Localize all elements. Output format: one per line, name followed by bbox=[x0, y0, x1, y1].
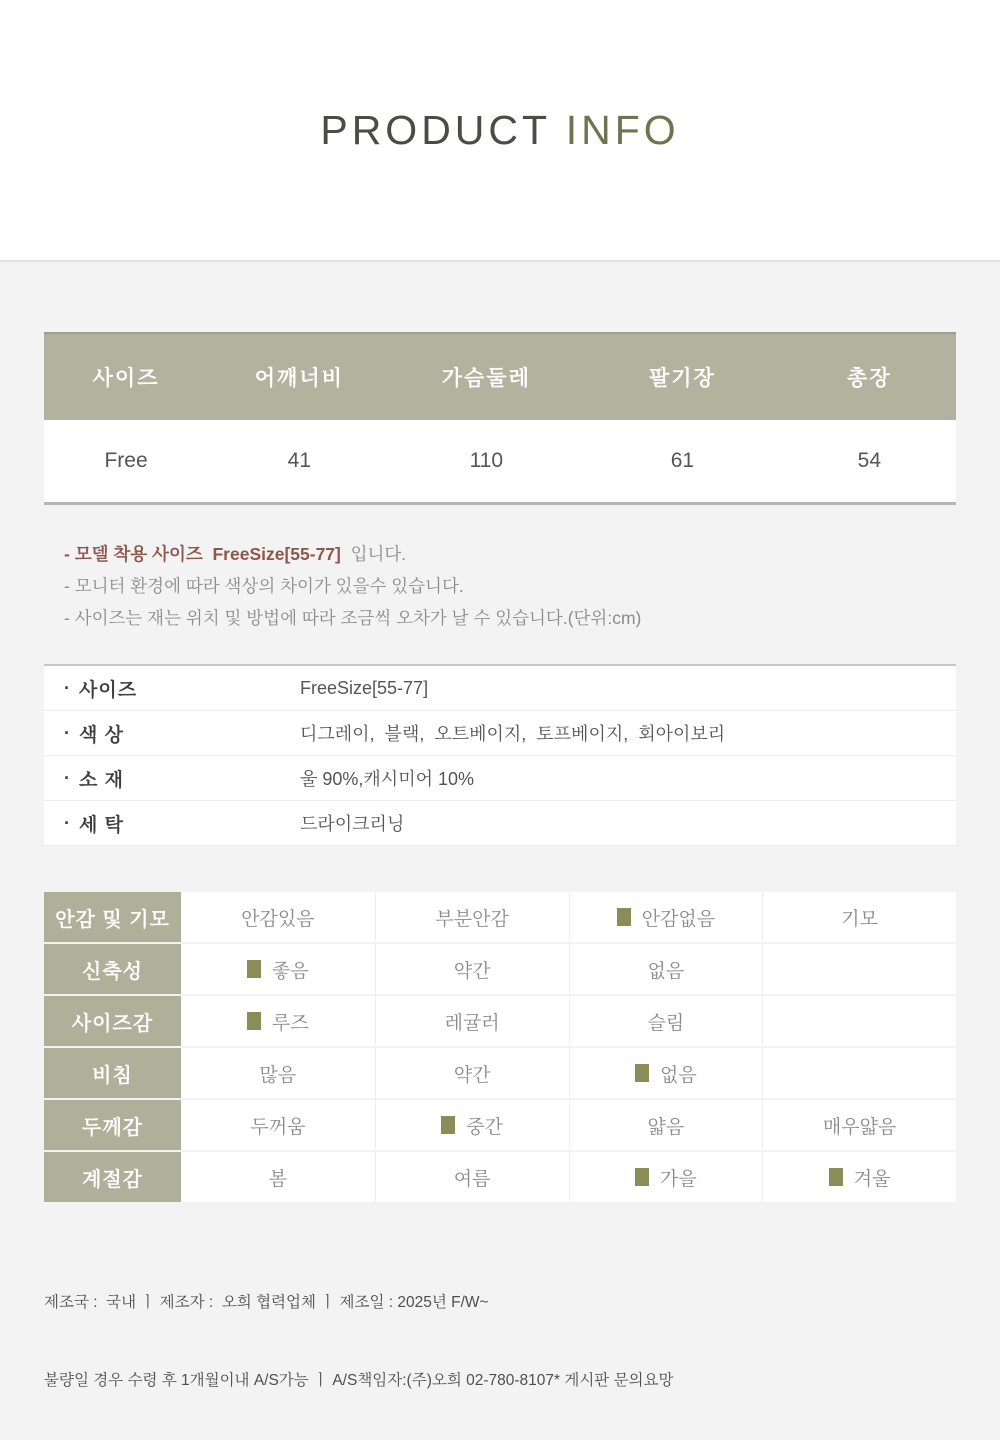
matrix-option bbox=[181, 996, 375, 1046]
page-title bbox=[320, 107, 679, 154]
size-table-header-shoulder: 어깨너비 bbox=[254, 367, 344, 390]
size-table-header-length: 총장 bbox=[847, 367, 892, 390]
note-measure: - 사이즈는 재는 위치 및 방법에 따라 조금씩 오차가 날 수 있습니다.(단위:cm) bbox=[64, 608, 642, 628]
matrix-label-season: 계절감 bbox=[44, 1152, 181, 1202]
selected-marker-icon bbox=[635, 1168, 649, 1186]
selected-marker-icon bbox=[617, 908, 631, 926]
matrix-option-text: 부분안감 bbox=[435, 908, 509, 930]
matrix-option-text: 기모 bbox=[841, 908, 878, 930]
matrix-option-text: 루즈 bbox=[272, 1012, 309, 1034]
page-title-main: PRODUCT bbox=[320, 106, 566, 153]
selected-marker-icon bbox=[247, 960, 261, 978]
matrix-label-stretch: 신축성 bbox=[44, 944, 181, 994]
matrix-option bbox=[569, 1048, 763, 1098]
matrix-option bbox=[181, 1048, 375, 1098]
matrix-option-text: 여름 bbox=[453, 1168, 491, 1190]
matrix-label-fit: 사이즈감 bbox=[44, 996, 181, 1046]
matrix-option-text: 봄 bbox=[268, 1168, 288, 1190]
size-table-value-row bbox=[44, 420, 956, 505]
matrix-option bbox=[375, 996, 569, 1046]
matrix-option-text: 레귤러 bbox=[444, 1012, 500, 1034]
spec-table bbox=[44, 664, 956, 846]
note-model-size-rest: 입니다. bbox=[345, 544, 407, 564]
spec-row-material bbox=[44, 756, 956, 801]
selected-marker-icon bbox=[829, 1168, 843, 1186]
matrix-option-text: 안감없음 bbox=[641, 908, 716, 930]
size-table-header-chest: 가슴둘레 bbox=[441, 367, 531, 390]
matrix-option bbox=[762, 1100, 956, 1150]
size-value-length: 54 bbox=[857, 449, 881, 472]
matrix-option bbox=[762, 944, 956, 994]
matrix-option bbox=[375, 1152, 569, 1202]
size-value-chest: 110 bbox=[469, 449, 504, 472]
matrix-option bbox=[762, 996, 956, 1046]
spec-label-size-text: 사이즈 bbox=[79, 679, 138, 701]
spec-label-color bbox=[44, 720, 300, 747]
size-table-header-size: 사이즈 bbox=[92, 367, 160, 390]
spec-value-size: FreeSize[55-77] bbox=[300, 677, 429, 698]
matrix-option-text: 없음 bbox=[647, 960, 685, 982]
bullet-icon: · bbox=[64, 767, 71, 788]
matrix-option-text: 두꺼움 bbox=[250, 1116, 306, 1138]
as-info-line: 불량일 경우 수령 후 1개월이내 A/S가능 ㅣ A/S책임자:(주)오희 02-780-8107* 게시판 문의요망 bbox=[44, 1372, 674, 1389]
spec-row-size bbox=[44, 666, 956, 711]
matrix-label-lining: 안감 및 기모 bbox=[44, 892, 181, 942]
size-value-sleeve: 61 bbox=[670, 449, 695, 472]
size-table-header-row bbox=[44, 334, 956, 420]
size-table bbox=[44, 332, 956, 505]
matrix-option-text: 매우얇음 bbox=[822, 1116, 897, 1138]
matrix-option bbox=[375, 1048, 569, 1098]
matrix-option bbox=[762, 1048, 956, 1098]
matrix-label-thickness: 두께감 bbox=[44, 1100, 181, 1150]
matrix-option-text: 겨울 bbox=[853, 1168, 891, 1190]
feature-matrix bbox=[44, 892, 956, 1202]
matrix-option bbox=[375, 944, 569, 994]
matrix-option bbox=[375, 892, 569, 942]
matrix-option bbox=[181, 1152, 375, 1202]
matrix-option-text: 없음 bbox=[660, 1064, 697, 1086]
matrix-option-text: 약간 bbox=[453, 960, 491, 982]
size-value-shoulder: 41 bbox=[287, 449, 312, 472]
matrix-option bbox=[181, 944, 375, 994]
spec-label-care bbox=[44, 810, 300, 837]
selected-marker-icon bbox=[247, 1012, 261, 1030]
title-section bbox=[0, 0, 1000, 260]
matrix-label-sheer: 비침 bbox=[44, 1048, 181, 1098]
selected-marker-icon bbox=[635, 1064, 649, 1082]
spec-value-material: 울 90%,캐시미어 10% bbox=[300, 769, 474, 789]
page-title-accent: INFO bbox=[565, 106, 680, 153]
spec-label-material-text: 소 재 bbox=[79, 769, 124, 791]
matrix-option-text: 좋음 bbox=[272, 960, 309, 982]
note-monitor: - 모니터 환경에 따라 색상의 차이가 있을수 있습니다. bbox=[64, 576, 464, 596]
matrix-option-text: 슬림 bbox=[647, 1012, 685, 1034]
spec-value-color: 디그레이, 블랙, 오트베이지, 토프베이지, 회아이보리 bbox=[300, 724, 726, 744]
matrix-option-text: 얇음 bbox=[647, 1116, 685, 1138]
spec-label-color-text: 색 상 bbox=[79, 724, 124, 746]
matrix-option bbox=[569, 892, 763, 942]
matrix-option bbox=[569, 944, 763, 994]
info-panel bbox=[0, 260, 1000, 1440]
matrix-option-text: 안감있음 bbox=[241, 908, 315, 930]
notes-section bbox=[44, 538, 956, 634]
spec-label-size bbox=[44, 675, 300, 702]
matrix-option bbox=[569, 1100, 763, 1150]
manufacturer-info bbox=[44, 1238, 956, 1446]
note-model-size-highlight: - 모델 착용 사이즈 FreeSize[55-77] bbox=[64, 544, 346, 564]
size-table-header-sleeve: 팔기장 bbox=[648, 367, 716, 390]
spec-label-material bbox=[44, 765, 300, 792]
matrix-option bbox=[181, 1100, 375, 1150]
note-model-size bbox=[64, 538, 956, 570]
bullet-icon: · bbox=[64, 722, 71, 743]
matrix-option bbox=[762, 892, 956, 942]
matrix-option-text: 중간 bbox=[466, 1116, 503, 1138]
info-content bbox=[44, 332, 956, 1446]
matrix-option bbox=[375, 1100, 569, 1150]
matrix-option bbox=[569, 1152, 763, 1202]
size-value-size: Free bbox=[104, 449, 148, 472]
matrix-option-text: 많음 bbox=[259, 1064, 297, 1086]
matrix-option bbox=[569, 996, 763, 1046]
matrix-option bbox=[181, 892, 375, 942]
bullet-icon: · bbox=[64, 677, 71, 698]
spec-row-care bbox=[44, 801, 956, 846]
spec-row-color bbox=[44, 711, 956, 756]
spec-label-care-text: 세 탁 bbox=[79, 814, 124, 836]
matrix-option-text: 약간 bbox=[453, 1064, 491, 1086]
spec-value-care: 드라이크리닝 bbox=[300, 814, 405, 834]
bullet-icon: · bbox=[64, 812, 71, 833]
matrix-option-text: 가을 bbox=[660, 1168, 697, 1190]
manufacturer-line: 제조국 : 국내 ㅣ 제조자 : 오희 협력업체 ㅣ 제조일 : 2025년 F/W~ bbox=[44, 1294, 489, 1311]
matrix-option bbox=[762, 1152, 956, 1202]
selected-marker-icon bbox=[441, 1116, 455, 1134]
